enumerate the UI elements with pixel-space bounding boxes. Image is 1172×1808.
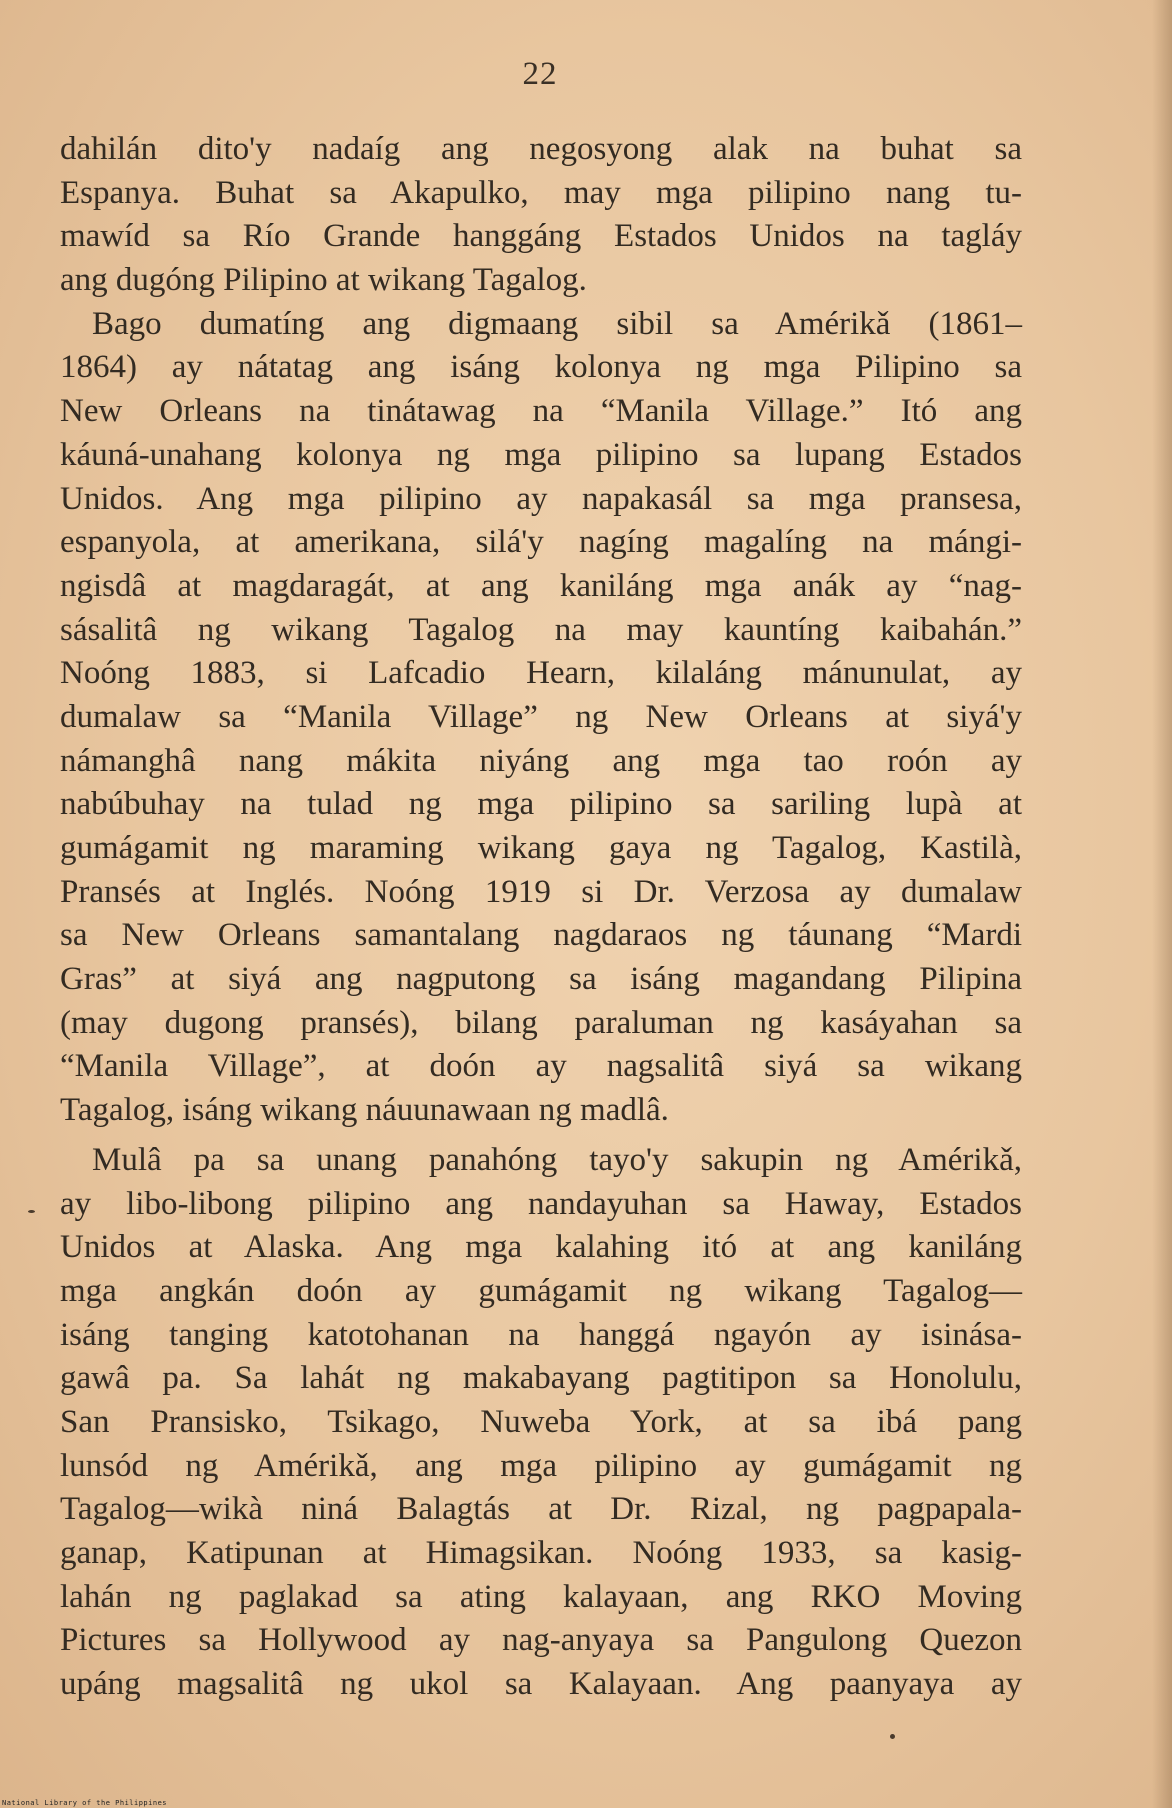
text-line: Unidos. Ang mga pilipino ay napakasál sa mga pransesa, — [60, 480, 1022, 517]
text-line: ay libo-libong pilipino ang nandayuhan sa Haway, Estados — [60, 1185, 1022, 1222]
text-line: New Orleans na tinátawag na “Manila Village.” Itó ang — [60, 393, 1022, 430]
text-line: ganap, Katipunan at Himagsikan. Noóng 1933, sa kasig- — [60, 1535, 1022, 1571]
text-line: upáng magsalitâ ng ukol sa Kalayaan. Ang paanyaya ay — [60, 1666, 1022, 1703]
text-line: San Pransisko, Tsikago, Nuweba York, at sa ibá pang — [60, 1403, 1022, 1440]
text-line: Tagalog—wikà niná Balagtás at Dr. Rizal, ng pagpapala- — [60, 1491, 1022, 1528]
text-line: Pictures sa Hollywood ay nag-anyaya sa Pangulong Quezon — [60, 1622, 1022, 1659]
text-line: Bago dumatíng ang digmaang sibil sa Amérikǎ (1861– — [92, 305, 1022, 342]
text-line: Pransés at Inglés. Noóng 1919 si Dr. Verzosa ay dumalaw — [60, 873, 1022, 910]
text-line: dumalaw sa “Manila Village” ng New Orleans at siyá'y — [60, 698, 1022, 735]
text-line: námanghâ nang mákita niyáng ang mga tao roón ay — [60, 742, 1022, 779]
text-line: ang dugóng Pilipino at wikang Tagalog. — [60, 262, 587, 299]
paragraph — [60, 303, 1022, 1133]
text-line: sásalitâ ng wikang Tagalog na may kauntíng kaibahán.” — [60, 611, 1022, 648]
text-line: lunsód ng Amérikǎ, ang mga pilipino ay gumágamit ng — [60, 1447, 1022, 1484]
page-number: 22 — [522, 56, 558, 92]
text-line: sa New Orleans samantalang nagdaraos ng táunang “Mardi — [60, 917, 1022, 954]
text-line: káuná-unahang kolonya ng mga pilipino sa lupang Estados — [60, 436, 1022, 473]
text-line: ngisdâ at magdaragát, at ang kaniláng mga anák ay “nag- — [60, 567, 1022, 604]
text-line: 1864) ay nátatag ang isáng kolonya ng mga Pilipino sa — [60, 349, 1022, 386]
text-line: gawâ pa. Sa lahát ng makabayang pagtitipon sa Honolulu, — [60, 1360, 1022, 1397]
margin-speck — [28, 1210, 35, 1213]
text-line: “Manila Village”, at doón ay nagsalitâ siyá sa wikang — [60, 1048, 1022, 1085]
margin-speck — [890, 1734, 895, 1739]
text-line: Espanya. Buhat sa Akapulko, may mga pilipino nang tu- — [60, 174, 1022, 211]
text-line: mga angkán doón ay gumágamit ng wikang Tagalog— — [60, 1272, 1022, 1309]
text-line: Unidos at Alaska. Ang mga kalahing itó at ang kaniláng — [60, 1229, 1022, 1266]
text-line: Mulâ pa sa unang panahóng tayo'y sakupin ng Amérikǎ, — [92, 1141, 1022, 1178]
text-line: Tagalog, isáng wikang náuunawaan ng madlâ. — [60, 1092, 669, 1129]
text-line: gumágamit ng maraming wikang gaya ng Tagalog, Kastilà, — [60, 830, 1022, 866]
text-line: Gras” at siyá ang nagputong sa isáng magandang Pilipina — [60, 961, 1022, 998]
text-line: dahilán dito'y nadaíg ang negosyong alak na buhat sa — [60, 131, 1022, 167]
text-line: lahán ng paglakad sa ating kalayaan, ang RKO Moving — [60, 1578, 1022, 1615]
library-credit: National Library of the Philippines — [2, 1799, 168, 1807]
page-edge-shadow — [1152, 0, 1172, 1808]
paragraph — [60, 1139, 1022, 1707]
text-line: nabúbuhay na tulad ng mga pilipino sa sariling lupà at — [60, 786, 1022, 823]
body-text — [60, 128, 1022, 1707]
text-line: isáng tanging katotohanan na hanggá ngayón ay isinása- — [60, 1316, 1022, 1353]
text-line: espanyola, at amerikana, silá'y nagíng magalíng na mángi- — [60, 524, 1022, 561]
text-line: (may dugong pransés), bilang paraluman ng kasáyahan sa — [60, 1004, 1022, 1041]
text-line: mawíd sa Río Grande hanggáng Estados Unidos na tagláy — [60, 218, 1022, 255]
paragraph — [60, 128, 1022, 303]
text-line: Noóng 1883, si Lafcadio Hearn, kilaláng mánunulat, ay — [60, 655, 1022, 692]
